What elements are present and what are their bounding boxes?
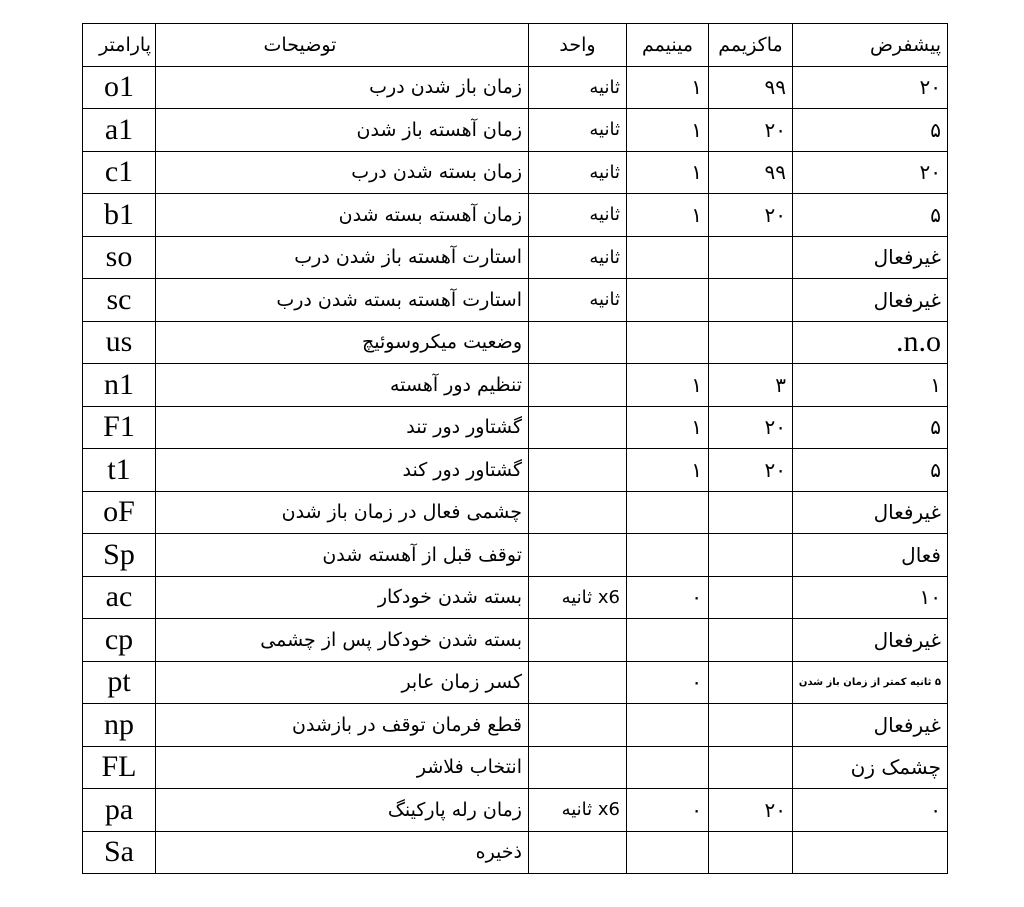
maximum-cell: ۲۰ xyxy=(709,109,793,152)
unit-cell: ثانیه xyxy=(529,194,627,237)
parameter-code-cell: so xyxy=(83,236,156,279)
unit-cell: x6 ثانیه xyxy=(529,789,627,832)
maximum-cell xyxy=(709,746,793,789)
maximum-cell: ۹۹ xyxy=(709,151,793,194)
parameter-code-cell: b1 xyxy=(83,194,156,237)
maximum-cell xyxy=(709,576,793,619)
unit-cell: ثانیه xyxy=(529,66,627,109)
table-row xyxy=(83,534,948,577)
unit-cell xyxy=(529,619,627,662)
parameter-code-cell: ac xyxy=(83,576,156,619)
minimum-cell xyxy=(627,534,709,577)
table-row xyxy=(83,704,948,747)
header-default: پیشفرض xyxy=(793,24,948,67)
header-parameter: پارامتر xyxy=(83,24,156,67)
default-cell: ۵ xyxy=(793,109,948,152)
default-cell: ۵ xyxy=(793,449,948,492)
default-cell: ۱۰ xyxy=(793,576,948,619)
parameter-code-cell: o1 xyxy=(83,66,156,109)
maximum-cell xyxy=(709,491,793,534)
default-cell: غیرفعال xyxy=(793,491,948,534)
default-cell: فعال xyxy=(793,534,948,577)
unit-cell xyxy=(529,321,627,364)
minimum-cell: ۰ xyxy=(627,789,709,832)
default-cell: ۲۰ xyxy=(793,66,948,109)
minimum-cell: ۰ xyxy=(627,576,709,619)
maximum-cell: ۲۰ xyxy=(709,194,793,237)
unit-cell xyxy=(529,534,627,577)
parameter-code-cell: pt xyxy=(83,661,156,704)
maximum-cell xyxy=(709,704,793,747)
unit-cell: x6 ثانیه xyxy=(529,576,627,619)
minimum-cell xyxy=(627,746,709,789)
maximum-cell xyxy=(709,534,793,577)
description-cell: بسته شدن خودکار پس از چشمی xyxy=(156,619,529,662)
maximum-cell xyxy=(709,831,793,874)
default-cell: غیرفعال xyxy=(793,279,948,322)
parameter-code-cell: us xyxy=(83,321,156,364)
table-row xyxy=(83,321,948,364)
minimum-cell: ۱ xyxy=(627,406,709,449)
parameters-table xyxy=(82,23,948,874)
description-cell: کسر زمان عابر xyxy=(156,661,529,704)
parameter-code-cell: Sa xyxy=(83,831,156,874)
description-cell: قطع فرمان توقف در بازشدن xyxy=(156,704,529,747)
minimum-cell: ۱ xyxy=(627,364,709,407)
parameter-code-cell: c1 xyxy=(83,151,156,194)
maximum-cell: ۲۰ xyxy=(709,406,793,449)
parameter-code-cell: np xyxy=(83,704,156,747)
header-minimum: مینیمم xyxy=(627,24,709,67)
table-row xyxy=(83,406,948,449)
description-cell: تنظیم دور آهسته xyxy=(156,364,529,407)
maximum-cell xyxy=(709,321,793,364)
table-row xyxy=(83,151,948,194)
description-cell: وضعیت میکروسوئیچ xyxy=(156,321,529,364)
default-cell: ۵ xyxy=(793,406,948,449)
table-row xyxy=(83,449,948,492)
minimum-cell xyxy=(627,704,709,747)
description-cell: زمان آهسته باز شدن xyxy=(156,109,529,152)
header-maximum: ماکزیمم xyxy=(709,24,793,67)
table-row xyxy=(83,576,948,619)
minimum-cell: ۱ xyxy=(627,109,709,152)
description-cell: زمان آهسته بسته شدن xyxy=(156,194,529,237)
minimum-cell: ۱ xyxy=(627,194,709,237)
minimum-cell xyxy=(627,279,709,322)
default-cell: غیرفعال xyxy=(793,619,948,662)
table-row xyxy=(83,194,948,237)
description-cell: توقف قبل از آهسته شدن xyxy=(156,534,529,577)
minimum-cell: ۰ xyxy=(627,661,709,704)
minimum-cell: ۱ xyxy=(627,151,709,194)
description-cell: گشتاور دور کند xyxy=(156,449,529,492)
parameter-code-cell: a1 xyxy=(83,109,156,152)
description-cell: استارت آهسته باز شدن درب xyxy=(156,236,529,279)
default-cell xyxy=(793,831,948,874)
unit-cell xyxy=(529,831,627,874)
parameter-code-cell: Sp xyxy=(83,534,156,577)
table-row xyxy=(83,789,948,832)
maximum-cell xyxy=(709,661,793,704)
table-row xyxy=(83,831,948,874)
description-cell: ذخیره xyxy=(156,831,529,874)
default-cell: غیرفعال xyxy=(793,236,948,279)
minimum-cell: ۱ xyxy=(627,66,709,109)
unit-cell xyxy=(529,449,627,492)
header-unit: واحد xyxy=(529,24,627,67)
description-cell: گشتاور دور تند xyxy=(156,406,529,449)
description-cell: زمان رله پارکینگ xyxy=(156,789,529,832)
table-row xyxy=(83,279,948,322)
unit-cell: ثانیه xyxy=(529,236,627,279)
unit-cell xyxy=(529,406,627,449)
default-cell: ۱ xyxy=(793,364,948,407)
table-row xyxy=(83,364,948,407)
minimum-cell xyxy=(627,619,709,662)
table-row xyxy=(83,66,948,109)
table-row xyxy=(83,619,948,662)
parameter-code-cell: n1 xyxy=(83,364,156,407)
unit-cell xyxy=(529,704,627,747)
default-cell: ۵ xyxy=(793,194,948,237)
unit-cell xyxy=(529,746,627,789)
parameter-code-cell: cp xyxy=(83,619,156,662)
unit-cell: ثانیه xyxy=(529,279,627,322)
minimum-cell xyxy=(627,831,709,874)
maximum-cell xyxy=(709,279,793,322)
table-row xyxy=(83,746,948,789)
minimum-cell xyxy=(627,321,709,364)
description-cell: زمان بسته شدن درب xyxy=(156,151,529,194)
parameter-code-cell: F1 xyxy=(83,406,156,449)
table-row xyxy=(83,491,948,534)
table-body xyxy=(83,66,948,874)
header-description: توضیحات xyxy=(156,24,529,67)
default-cell: ۵ ثانیه کمتر از زمان باز شدن xyxy=(793,661,948,704)
parameter-code-cell: oF xyxy=(83,491,156,534)
maximum-cell: ۳ xyxy=(709,364,793,407)
maximum-cell: ۲۰ xyxy=(709,449,793,492)
default-cell: ۲۰ xyxy=(793,151,948,194)
description-cell: انتخاب فلاشر xyxy=(156,746,529,789)
default-cell: ۰ xyxy=(793,789,948,832)
maximum-cell: ۹۹ xyxy=(709,66,793,109)
table-row xyxy=(83,236,948,279)
table-row xyxy=(83,661,948,704)
description-cell: چشمی فعال در زمان باز شدن xyxy=(156,491,529,534)
table-row xyxy=(83,109,948,152)
unit-cell: ثانیه xyxy=(529,151,627,194)
header-row xyxy=(83,24,948,67)
unit-cell xyxy=(529,491,627,534)
default-cell: چشمک زن xyxy=(793,746,948,789)
maximum-cell xyxy=(709,619,793,662)
maximum-cell: ۲۰ xyxy=(709,789,793,832)
unit-cell xyxy=(529,661,627,704)
minimum-cell xyxy=(627,236,709,279)
minimum-cell xyxy=(627,491,709,534)
unit-cell: ثانیه xyxy=(529,109,627,152)
minimum-cell: ۱ xyxy=(627,449,709,492)
unit-cell xyxy=(529,364,627,407)
default-cell: n.o. xyxy=(793,321,948,364)
parameter-code-cell: pa xyxy=(83,789,156,832)
parameter-code-cell: FL xyxy=(83,746,156,789)
default-cell: غیرفعال xyxy=(793,704,948,747)
description-cell: زمان باز شدن درب xyxy=(156,66,529,109)
parameter-code-cell: sc xyxy=(83,279,156,322)
description-cell: استارت آهسته بسته شدن درب xyxy=(156,279,529,322)
description-cell: بسته شدن خودکار xyxy=(156,576,529,619)
maximum-cell xyxy=(709,236,793,279)
parameter-code-cell: t1 xyxy=(83,449,156,492)
